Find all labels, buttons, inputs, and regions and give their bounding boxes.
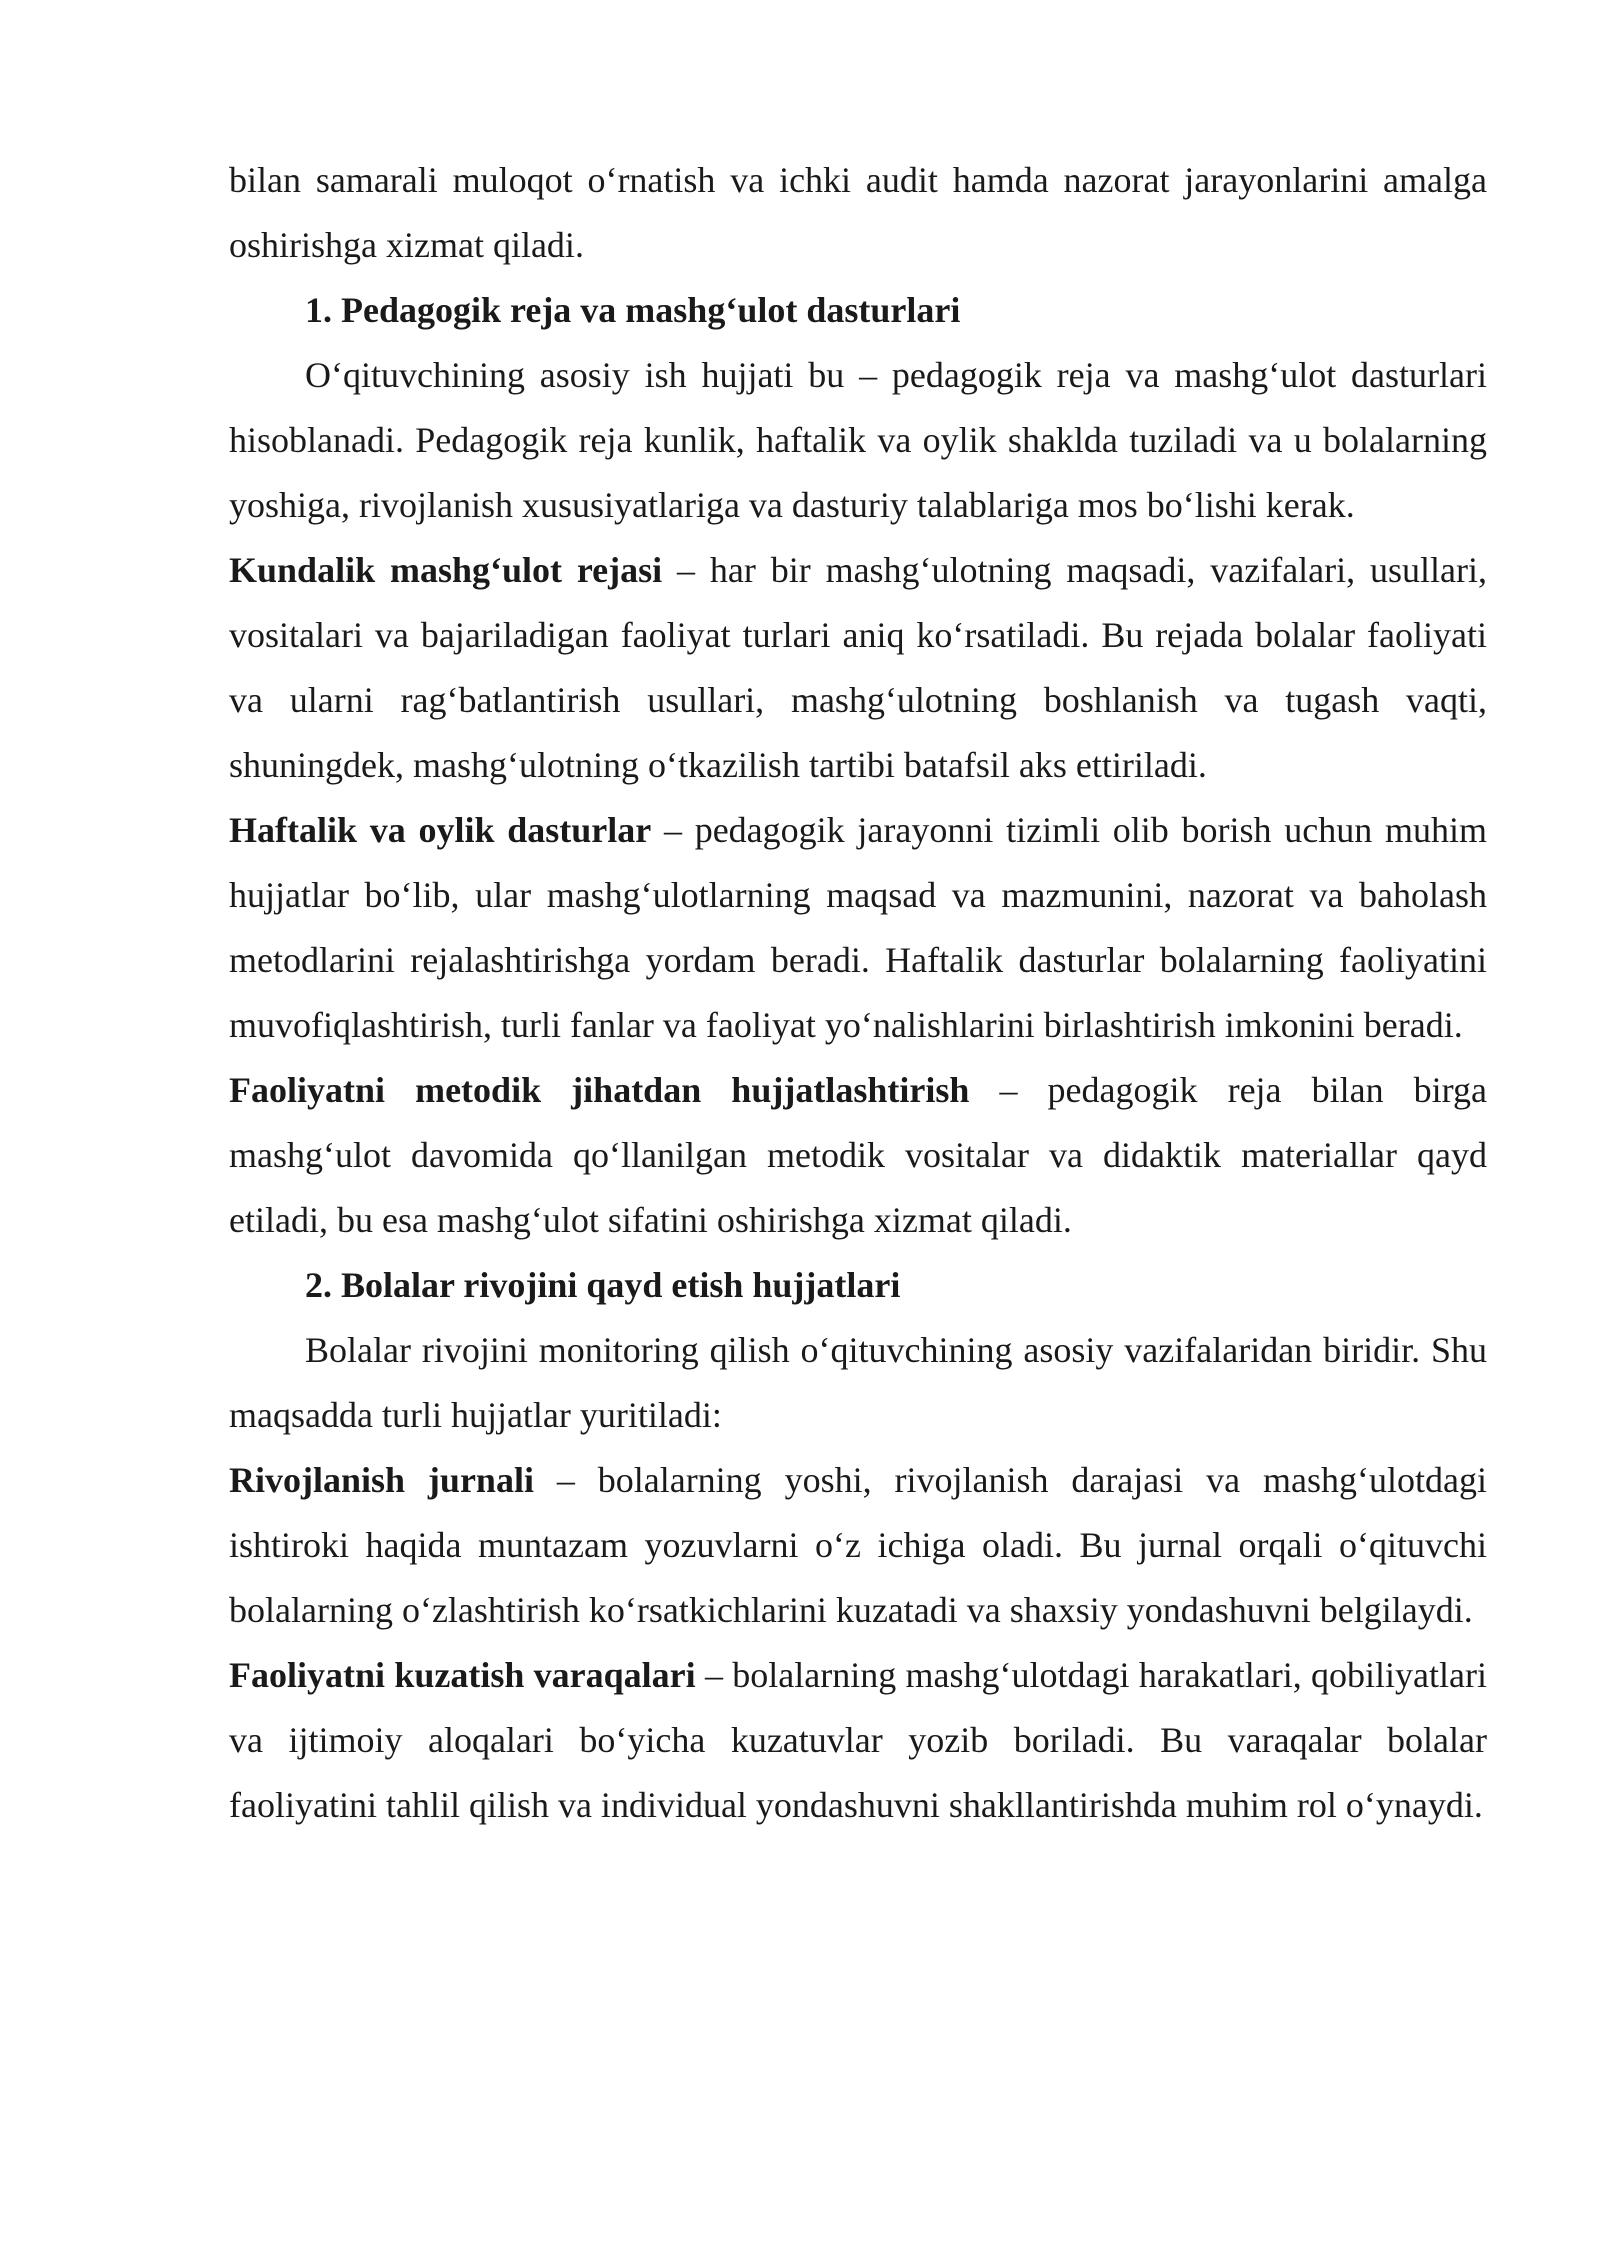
term-definition: – pedagogik reja bilan birga mashg‘ulot davomida qo‘llanilgan metodik vositalar va didaktik materiallar qayd etiladi, bu esa mashg‘ulot sifatini oshirishga xizmat qiladi. — [229, 1070, 1487, 1240]
term-label: Haftalik va oylik dasturlar — [229, 810, 652, 850]
term-label: Faoliyatni kuzatish varaqalari — [229, 1655, 696, 1695]
document-page — [229, 148, 1487, 1838]
term-paragraph-methodical — [229, 1058, 1487, 1253]
term-definition: – bolalarning mashg‘ulotdagi harakatlari, qobiliyatlari va ijtimoiy aloqalari bo‘yicha kuzatuvlar yozib boriladi. Bu varaqalar bolalar faoliyatini tahlil qilish va individual yondashuvni shakllantirishda muhim rol o‘ynaydi. — [229, 1655, 1487, 1825]
term-paragraph-weekly-monthly — [229, 798, 1487, 1058]
term-label: Rivojlanish jurnali — [229, 1460, 534, 1500]
term-paragraph-daily-plan — [229, 538, 1487, 798]
term-definition: – bolalarning yoshi, rivojlanish darajasi va mashg‘ulotdagi ishtiroki haqida muntazam yozuvlarni o‘z ichiga oladi. Bu jurnal orqali o‘qituvchi bolalarning o‘zlashtirish ko‘rsatkichlarini kuzatadi va shaxsiy yondashuvni belgilaydi. — [229, 1460, 1487, 1630]
section-heading-2: 2. Bolalar rivojini qayd etish hujjatlari — [305, 1265, 901, 1305]
term-paragraph-observation-sheets — [229, 1643, 1487, 1838]
paragraph-intro-2: Bolalar rivojini monitoring qilish o‘qituvchining asosiy vazifalaridan biridir. Shu maqsadda turli hujjatlar yuritiladi: — [229, 1330, 1487, 1435]
term-label: Faoliyatni metodik jihatdan hujjatlashtirish — [229, 1070, 970, 1110]
term-definition: – har bir mashg‘ulotning maqsadi, vazifalari, usullari, vositalari va bajariladigan faoliyat turlari aniq ko‘rsatiladi. Bu rejada bolalar faoliyati va ularni rag‘batlantirish usullari, mashg‘ulotning boshlanish va tugash vaqti, shuningdek, mashg‘ulotning o‘tkazilish tartibi batafsil aks ettiriladi. — [229, 550, 1487, 785]
term-paragraph-development-journal — [229, 1448, 1487, 1643]
section-heading-1: 1. Pedagogik reja va mashg‘ulot dasturlari — [305, 290, 961, 330]
term-definition: – pedagogik jarayonni tizimli olib borish uchun muhim hujjatlar bo‘lib, ular mashg‘ulotlarning maqsad va mazmunini, nazorat va baholash metodlarini rejalashtirishga yordam beradi. Haftalik dasturlar bolalarning faoliyatini muvofiqlashtirish, turli fanlar va faoliyat yo‘nalishlarini birlashtirish imkonini beradi. — [229, 810, 1487, 1045]
paragraph-continuation: bilan samarali muloqot o‘rnatish va ichki audit hamda nazorat jarayonlarini amalga oshirishga xizmat qiladi. — [229, 160, 1487, 265]
term-label: Kundalik mashg‘ulot rejasi — [229, 550, 663, 590]
paragraph-intro-1: O‘qituvchining asosiy ish hujjati bu – pedagogik reja va mashg‘ulot dasturlari hisoblanadi. Pedagogik reja kunlik, haftalik va oylik shaklda tuziladi va u bolalarning yoshiga, rivojlanish xususiyatlariga va dasturiy talablariga mos bo‘lishi kerak. — [229, 355, 1487, 525]
